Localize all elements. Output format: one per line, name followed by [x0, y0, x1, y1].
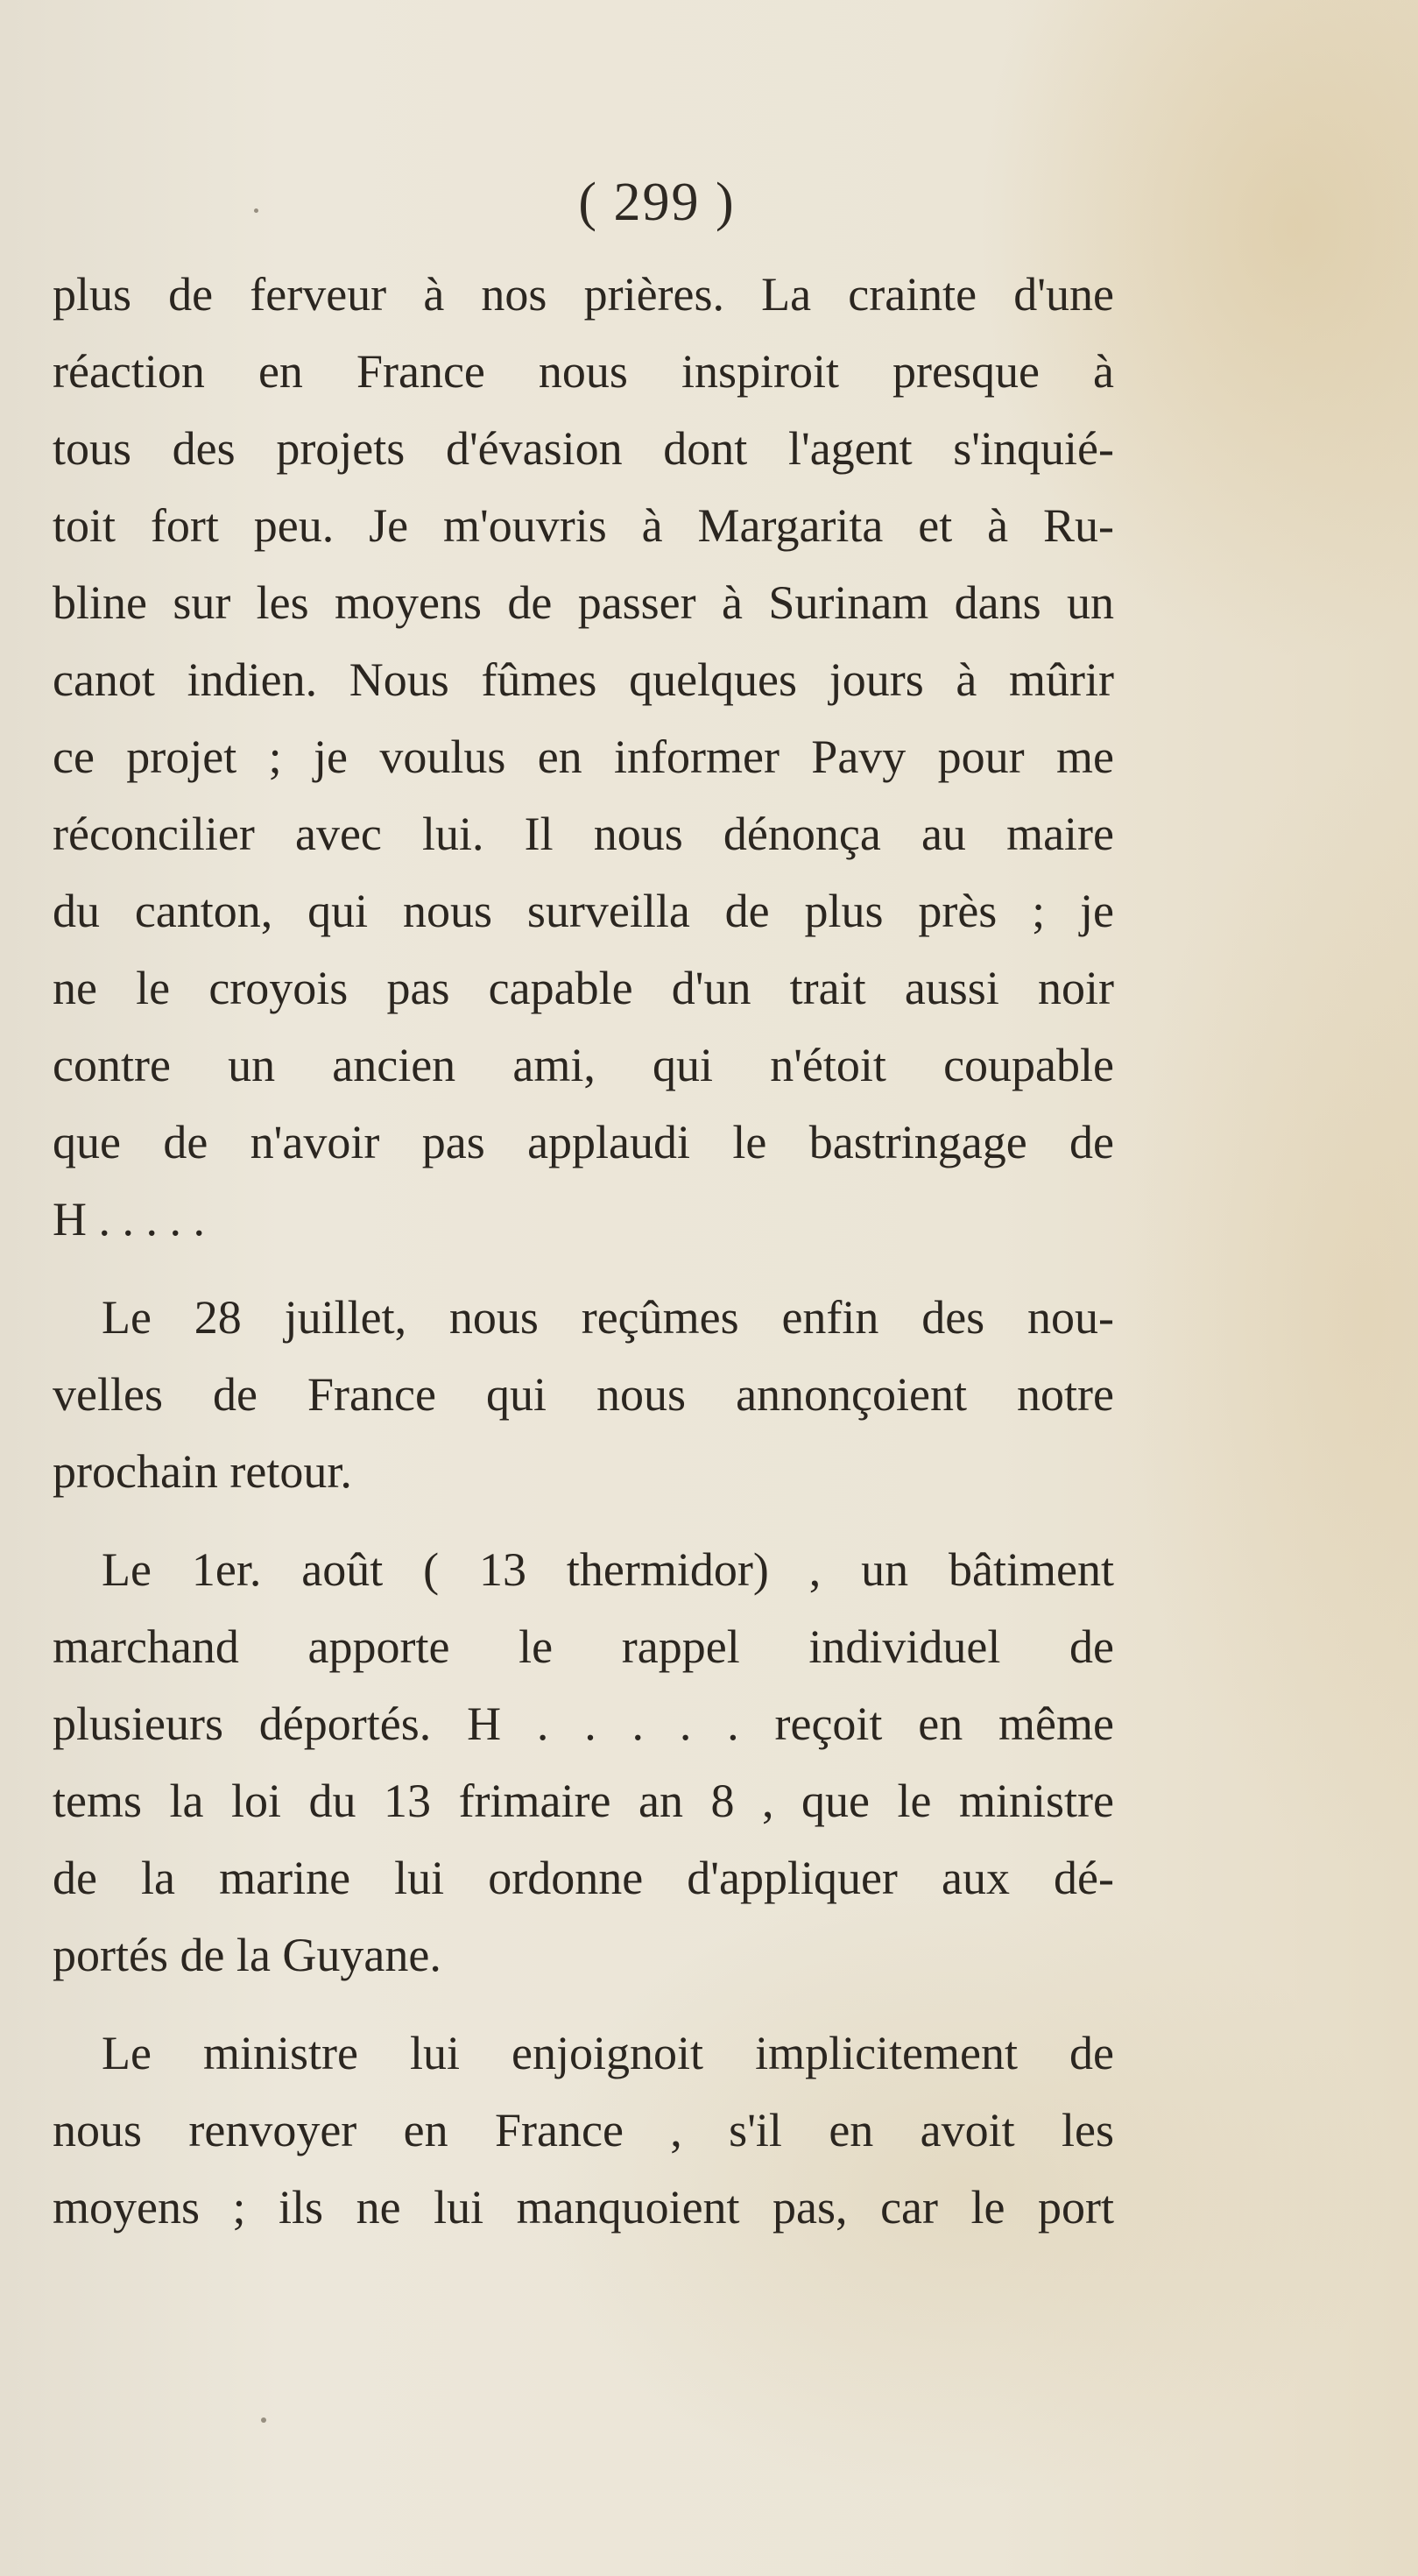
text-line: Le 28 juillet, nous reçûmes enfin des nou- [102, 1291, 1114, 1344]
page-number: ( 299 ) [578, 173, 736, 232]
ink-speck [261, 2417, 266, 2423]
text-line: nous renvoyer en France , s'il en avoit les [53, 2104, 1114, 2156]
text-line: tous des projets d'évasion dont l'agent s'inquié- [53, 422, 1114, 475]
text-line: moyens ; ils ne lui manquoient pas, car le port [53, 2181, 1114, 2234]
text-line: portés de la Guyane. [53, 1929, 441, 1981]
text-line: contre un ancien ami, qui n'étoit coupable [53, 1039, 1114, 1091]
text-line: plusieurs déportés. H . . . . . reçoit en même [53, 1697, 1114, 1750]
text-line: ce projet ; je voulus en informer Pavy pour me [53, 730, 1114, 783]
paragraph-3 [53, 1531, 1114, 1994]
text-line: du canton, qui nous surveilla de plus près ; je [53, 885, 1114, 937]
text-line: que de n'avoir pas applaudi le bastringage de [53, 1116, 1114, 1168]
text-line: plus de ferveur à nos prières. La crainte d'une [53, 268, 1114, 321]
text-line: toit fort peu. Je m'ouvris à Margarita et à Ru- [53, 499, 1114, 552]
paragraph-4 [53, 2015, 1114, 2246]
text-line: réconcilier avec lui. Il nous dénonça au maire [53, 808, 1114, 860]
ink-speck [254, 208, 258, 213]
body-text [53, 256, 1114, 2246]
text-line: H . . . . . [53, 1193, 205, 1246]
text-line: canot indien. Nous fûmes quelques jours à mûrir [53, 653, 1114, 706]
text-line: prochain retour. [53, 1445, 352, 1498]
text-line: de la marine lui ordonne d'appliquer aux dé- [53, 1852, 1114, 1904]
paragraph-1 [53, 256, 1114, 1258]
text-line: Le 1er. août ( 13 thermidor) , un bâtiment [102, 1543, 1114, 1596]
text-line: réaction en France nous inspiroit presque à [53, 345, 1114, 398]
text-line: bline sur les moyens de passer à Surinam dans un [53, 576, 1114, 629]
paragraph-2 [53, 1279, 1114, 1510]
text-line: velles de France qui nous annonçoient notre [53, 1368, 1114, 1421]
text-line: tems la loi du 13 frimaire an 8 , que le ministre [53, 1775, 1114, 1827]
text-line: ne le croyois pas capable d'un trait aussi noir [53, 962, 1114, 1014]
text-line: marchand apporte le rappel individuel de [53, 1620, 1114, 1673]
text-line: Le ministre lui enjoignoit implicitement de [102, 2027, 1114, 2079]
